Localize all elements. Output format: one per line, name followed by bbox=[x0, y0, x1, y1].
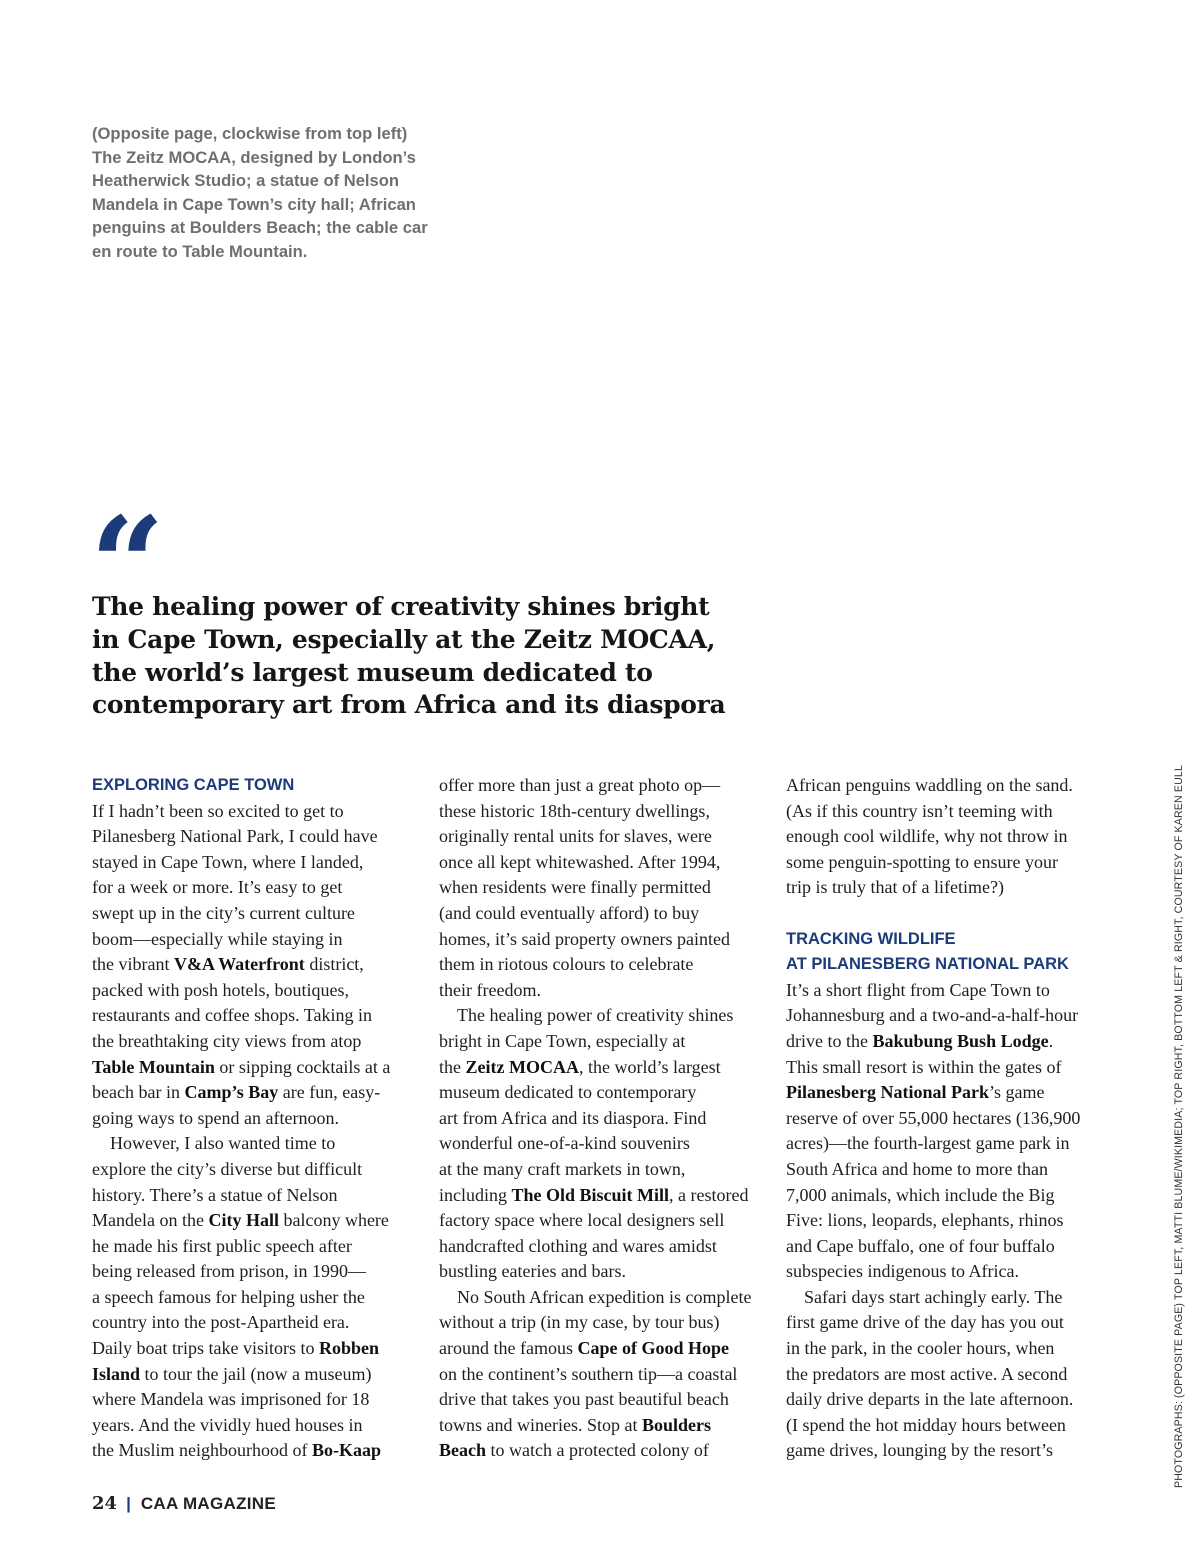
body-line: South Africa and home to more than bbox=[786, 1158, 1048, 1179]
body-text: including bbox=[439, 1184, 507, 1205]
body-line: at the many craft markets in town, bbox=[439, 1158, 686, 1179]
body-line: these historic 18th-century dwellings, bbox=[439, 800, 710, 821]
body-line bbox=[92, 1208, 418, 1234]
body-line: the predators are most active. A second bbox=[786, 1363, 1068, 1384]
body-line bbox=[786, 1080, 1116, 1106]
body-line: No South African expedition is complete bbox=[457, 1286, 752, 1307]
body-text: . bbox=[1048, 1030, 1054, 1051]
body-line: trip is truly that of a lifetime?) bbox=[786, 877, 1004, 898]
place-name: Robben bbox=[318, 1338, 379, 1359]
body-text: , the world’s largest bbox=[578, 1056, 721, 1077]
body-line: However, I also wanted time to bbox=[110, 1133, 336, 1154]
body-line: without a trip (in my case, by tour bus) bbox=[439, 1312, 720, 1333]
section-heading-exploring: EXPLORING CAPE TOWN bbox=[92, 776, 295, 794]
body-line: enough cool wildlife, why not throw in bbox=[786, 826, 1068, 847]
body-text: , a restored bbox=[669, 1184, 749, 1205]
place-name: The Old Biscuit Mill bbox=[511, 1184, 670, 1205]
pull-quote bbox=[92, 591, 726, 722]
body-text: around the famous bbox=[439, 1338, 573, 1359]
page-number: 24 bbox=[92, 1493, 118, 1514]
body-line: (I spend the hot midday hours between bbox=[786, 1414, 1066, 1435]
caption-line: Mandela in Cape Town’s city hall; African bbox=[92, 194, 416, 214]
body-line: 7,000 animals, which include the Big bbox=[786, 1184, 1055, 1205]
place-name: Bo-Kaap bbox=[311, 1440, 381, 1461]
place-name: Table Mountain bbox=[92, 1056, 215, 1077]
body-line bbox=[439, 1336, 769, 1362]
place-name: Zeitz MOCAA bbox=[465, 1056, 579, 1077]
footer-separator: | bbox=[126, 1494, 131, 1513]
body-line: for a week or more. It’s easy to get bbox=[92, 877, 343, 898]
body-line bbox=[439, 1183, 769, 1209]
body-line: acres)—the fourth-largest game park in bbox=[786, 1133, 1070, 1154]
body-line: The healing power of creativity shines bbox=[457, 1005, 734, 1026]
body-line bbox=[439, 1438, 769, 1464]
body-line: daily drive departs in the late afternoon. bbox=[786, 1389, 1074, 1410]
body-line: he made his first public speech after bbox=[92, 1235, 352, 1256]
body-line: first game drive of the day has you out bbox=[786, 1312, 1064, 1333]
body-line bbox=[92, 1336, 418, 1362]
body-line bbox=[439, 1413, 769, 1439]
body-line: bright in Cape Town, especially at bbox=[439, 1030, 686, 1051]
body-line: the breathtaking city views from atop bbox=[92, 1030, 362, 1051]
body-line: years. And the vividly hued houses in bbox=[92, 1414, 363, 1435]
body-text: the vibrant bbox=[92, 954, 170, 975]
section-gap bbox=[786, 901, 1116, 927]
body-line: art from Africa and its diaspora. Find bbox=[439, 1107, 707, 1128]
body-line: some penguin-spotting to ensure your bbox=[786, 851, 1058, 872]
body-line: This small resort is within the gates of bbox=[786, 1056, 1062, 1077]
body-line bbox=[92, 1055, 418, 1081]
body-line: factory space where local designers sell bbox=[439, 1210, 725, 1231]
body-line: them in riotous colours to celebrate bbox=[439, 954, 694, 975]
body-line: and Cape buffalo, one of four buffalo bbox=[786, 1235, 1055, 1256]
place-name: Island bbox=[92, 1363, 141, 1384]
body-text: district, bbox=[309, 954, 364, 975]
body-line: museum dedicated to contemporary bbox=[439, 1082, 697, 1103]
body-text: the Muslim neighbourhood of bbox=[92, 1440, 308, 1461]
body-line: (As if this country isn’t teeming with bbox=[786, 800, 1053, 821]
magazine-name: CAA MAGAZINE bbox=[140, 1494, 277, 1513]
body-text: Daily boat trips take visitors to bbox=[92, 1338, 315, 1359]
place-name: City Hall bbox=[208, 1210, 279, 1231]
photo-credit: PHOTOGRAPHS: (OPPOSITE PAGE) TOP LEFT, MATTI BLUME/WIKIMEDIA; TOP RIGHT, BOTTOM LEFT & RIGHT, COURTESY OF KAREN EULL bbox=[1173, 765, 1185, 1488]
pull-quote-line: The healing power of creativity shines bright bbox=[92, 592, 710, 621]
pull-quote-line: the world’s largest museum dedicated to bbox=[92, 657, 653, 687]
body-line bbox=[92, 1438, 418, 1464]
body-line: reserve of over 55,000 hectares (136,900 bbox=[786, 1107, 1081, 1128]
place-name: Bakubung Bush Lodge bbox=[872, 1030, 1049, 1051]
body-line: when residents were finally permitted bbox=[439, 877, 711, 898]
body-line: bustling eateries and bars. bbox=[439, 1261, 626, 1282]
body-line: boom—especially while staying in bbox=[92, 928, 343, 949]
body-text: Mandela on the bbox=[92, 1210, 204, 1231]
body-line: being released from prison, in 1990— bbox=[92, 1261, 366, 1282]
body-line: their freedom. bbox=[439, 979, 541, 1000]
body-line: Five: lions, leopards, elephants, rhinos bbox=[786, 1210, 1064, 1231]
body-line: once all kept whitewashed. After 1994, bbox=[439, 851, 721, 872]
pull-quote-line: contemporary art from Africa and its diaspora bbox=[92, 690, 726, 720]
body-line: on the continent’s southern tip—a coastal bbox=[439, 1363, 738, 1384]
body-line: history. There’s a statue of Nelson bbox=[92, 1184, 338, 1205]
pull-quote-line: in Cape Town, especially at the Zeitz MOCAA, bbox=[92, 624, 716, 654]
body-text: towns and wineries. Stop at bbox=[439, 1414, 638, 1435]
body-line bbox=[92, 1362, 418, 1388]
body-line: swept up in the city’s current culture bbox=[92, 902, 355, 923]
body-text: ’s game bbox=[989, 1082, 1045, 1103]
page-footer bbox=[92, 1492, 276, 1516]
body-line: restaurants and coffee shops. Taking in bbox=[92, 1005, 373, 1026]
body-text: balcony where bbox=[283, 1210, 389, 1231]
body-line: subspecies indigenous to Africa. bbox=[786, 1261, 1019, 1282]
place-name: Camp’s Bay bbox=[184, 1082, 279, 1103]
caption-line: en route to Table Mountain. bbox=[92, 241, 308, 261]
body-line: explore the city’s diverse but difficult bbox=[92, 1158, 363, 1179]
place-name: Beach bbox=[439, 1440, 486, 1461]
section-heading-tracking-2: AT PILANESBERG NATIONAL PARK bbox=[786, 955, 1069, 974]
quote-mark-icon: “ bbox=[90, 500, 157, 590]
caption-line: penguins at Boulders Beach; the cable car bbox=[92, 218, 428, 237]
body-line: drive that takes you past beautiful beach bbox=[439, 1389, 729, 1410]
body-line: country into the post-Apartheid era. bbox=[92, 1312, 350, 1333]
body-line: originally rental units for slaves, were bbox=[439, 826, 712, 847]
article-column-1 bbox=[92, 773, 418, 1464]
caption-line: (Opposite page, clockwise from top left) bbox=[92, 124, 408, 143]
body-line: Pilanesberg National Park, I could have bbox=[92, 826, 378, 847]
place-name: Cape of Good Hope bbox=[577, 1338, 729, 1359]
photo-caption bbox=[92, 122, 432, 263]
body-text: beach bar in bbox=[92, 1082, 180, 1103]
body-text: or sipping cocktails at a bbox=[219, 1056, 391, 1077]
body-line: offer more than just a great photo op— bbox=[439, 775, 721, 795]
body-line: in the park, in the cooler hours, when bbox=[786, 1338, 1055, 1359]
body-line: Johannesburg and a two-and-a-half-hour bbox=[786, 1005, 1079, 1026]
body-line: Safari days start achingly early. The bbox=[804, 1286, 1063, 1307]
body-line: game drives, lounging by the resort’s bbox=[786, 1440, 1053, 1461]
place-name: V&A Waterfront bbox=[173, 954, 305, 975]
body-text: are fun, easy- bbox=[282, 1082, 381, 1103]
body-line: stayed in Cape Town, where I landed, bbox=[92, 851, 364, 872]
section-heading-tracking: TRACKING WILDLIFE bbox=[786, 929, 956, 948]
place-name: Boulders bbox=[641, 1414, 711, 1435]
article-column-3 bbox=[786, 773, 1116, 1464]
body-line: where Mandela was imprisoned for 18 bbox=[92, 1389, 370, 1410]
body-line bbox=[92, 1080, 418, 1106]
body-text: drive to the bbox=[786, 1030, 868, 1051]
body-line: It’s a short flight from Cape Town to bbox=[786, 979, 1050, 1000]
body-line: African penguins waddling on the sand. bbox=[786, 775, 1073, 795]
body-text: to watch a protected colony of bbox=[490, 1440, 709, 1461]
body-line: homes, it’s said property owners painted bbox=[439, 928, 730, 949]
body-line: If I hadn’t been so excited to get to bbox=[92, 800, 344, 821]
body-line bbox=[786, 1029, 1116, 1055]
caption-line: The Zeitz MOCAA, designed by London’s bbox=[92, 147, 416, 167]
body-text: to tour the jail (now a museum) bbox=[144, 1363, 372, 1384]
article-column-2 bbox=[439, 773, 769, 1464]
body-line: going ways to spend an afternoon. bbox=[92, 1107, 339, 1128]
caption-line: Heatherwick Studio; a statue of Nelson bbox=[92, 171, 400, 190]
body-line bbox=[92, 952, 418, 978]
body-line: (and could eventually afford) to buy bbox=[439, 902, 700, 923]
place-name: Pilanesberg National Park bbox=[786, 1082, 989, 1103]
body-text: the bbox=[439, 1056, 461, 1077]
body-line: packed with posh hotels, boutiques, bbox=[92, 979, 349, 1000]
body-line bbox=[439, 1055, 769, 1081]
body-line: a speech famous for helping usher the bbox=[92, 1286, 365, 1307]
body-line: wonderful one-of-a-kind souvenirs bbox=[439, 1133, 690, 1154]
body-line: handcrafted clothing and wares amidst bbox=[439, 1235, 717, 1256]
